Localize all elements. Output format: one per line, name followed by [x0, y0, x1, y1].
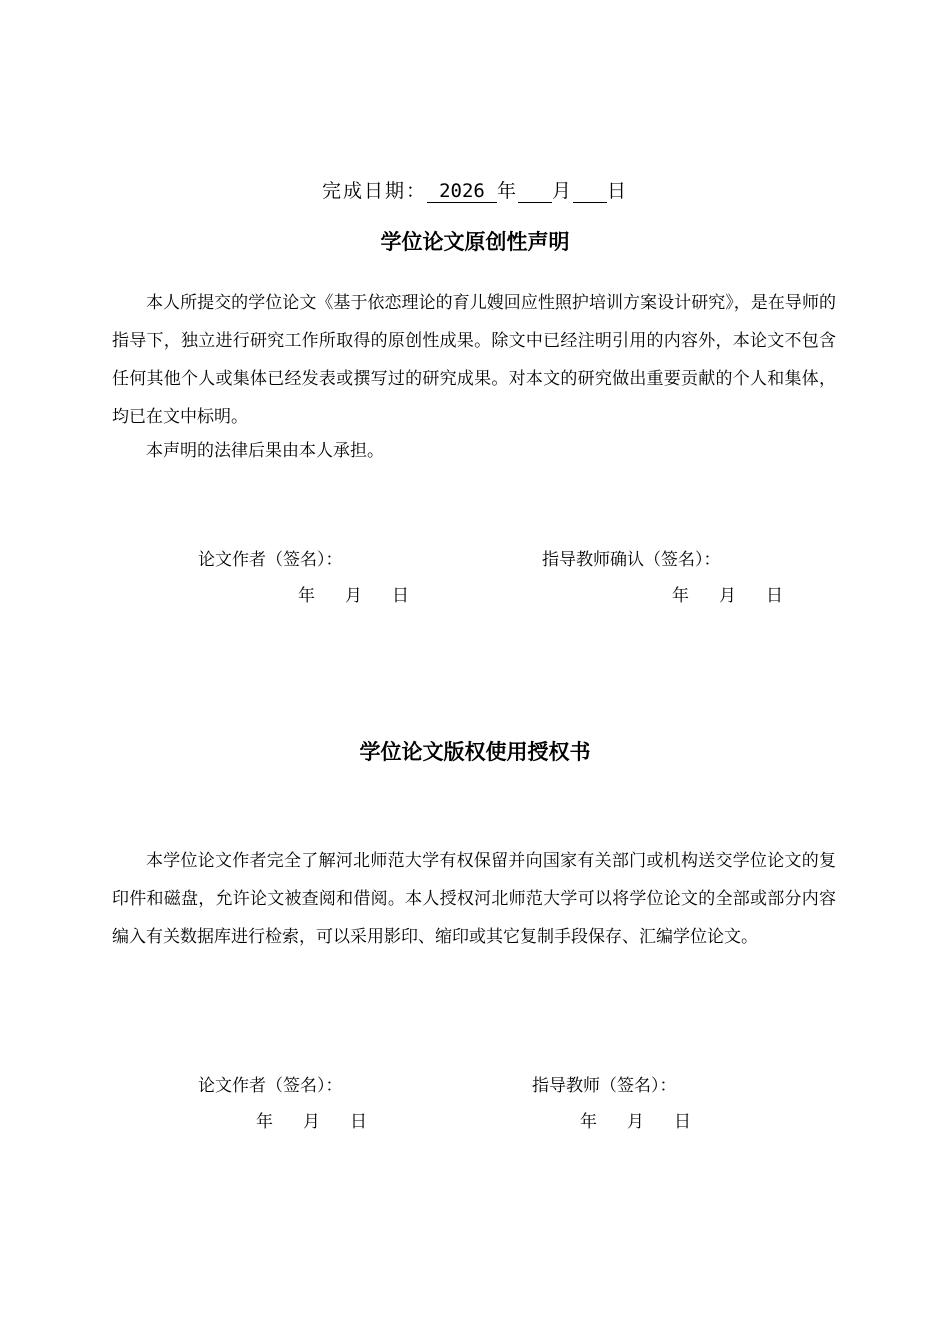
completion-month-blank [518, 180, 552, 203]
date-day: 日 [350, 1112, 367, 1132]
date-day: 日 [766, 586, 783, 606]
date-month: 月 [719, 586, 736, 606]
completion-day-unit: 日 [607, 180, 629, 202]
copyright-advisor-signature-label: 指导教师（签名）： [532, 1076, 677, 1096]
copyright-author-date [256, 1107, 367, 1132]
date-month: 月 [303, 1112, 320, 1132]
originality-author-date [298, 581, 409, 606]
completion-day-blank [573, 180, 607, 203]
date-year: 年 [256, 1112, 273, 1132]
originality-title: 学位论文原创性声明 [380, 230, 570, 254]
date-year: 年 [672, 586, 689, 606]
date-day: 日 [674, 1112, 691, 1132]
copyright-author-signature-label: 论文作者（签名）： [198, 1076, 343, 1096]
originality-paragraph-2: 本声明的法律后果由本人承担。 [146, 441, 384, 461]
copyright-advisor-date [580, 1107, 691, 1132]
originality-paragraph-1: 本人所提交的学位论文《基于依恋理论的育儿嫂回应性照护培训方案设计研究》，是在导师的指导下，独立进行研究工作所取得的原创性成果。除文中已经注明引用的内容外，本论文不包含任何其他个人或集体已经发表或撰写过的研究成果。对本文的研究做出重要贡献的个人和集体，均已在文中标明。 [112, 293, 836, 427]
date-month: 月 [627, 1112, 644, 1132]
completion-year: 2026 [427, 180, 497, 203]
date-year: 年 [298, 586, 315, 606]
completion-month-unit: 月 [552, 180, 574, 202]
copyright-paragraph-1: 本学位论文作者完全了解河北师范大学有权保留并向国家有关部门或机构送交学位论文的复印件和磁盘，允许论文被查阅和借阅。本人授权河北师范大学可以将学位论文的全部或部分内容编入有关数据库进行检索，可以采用影印、缩印或其它复制手段保存、汇编学位论文。 [112, 851, 836, 947]
completion-date [0, 176, 950, 203]
originality-advisor-date [672, 581, 783, 606]
copyright-title: 学位论文版权使用授权书 [359, 740, 591, 764]
originality-advisor-signature-label: 指导教师确认（签名）： [542, 550, 721, 570]
originality-author-signature-label: 论文作者（签名）： [198, 550, 343, 570]
date-month: 月 [345, 586, 362, 606]
date-year: 年 [580, 1112, 597, 1132]
date-day: 日 [392, 586, 409, 606]
completion-date-label: 完成日期： [321, 180, 427, 202]
completion-year-unit: 年 [496, 180, 518, 202]
